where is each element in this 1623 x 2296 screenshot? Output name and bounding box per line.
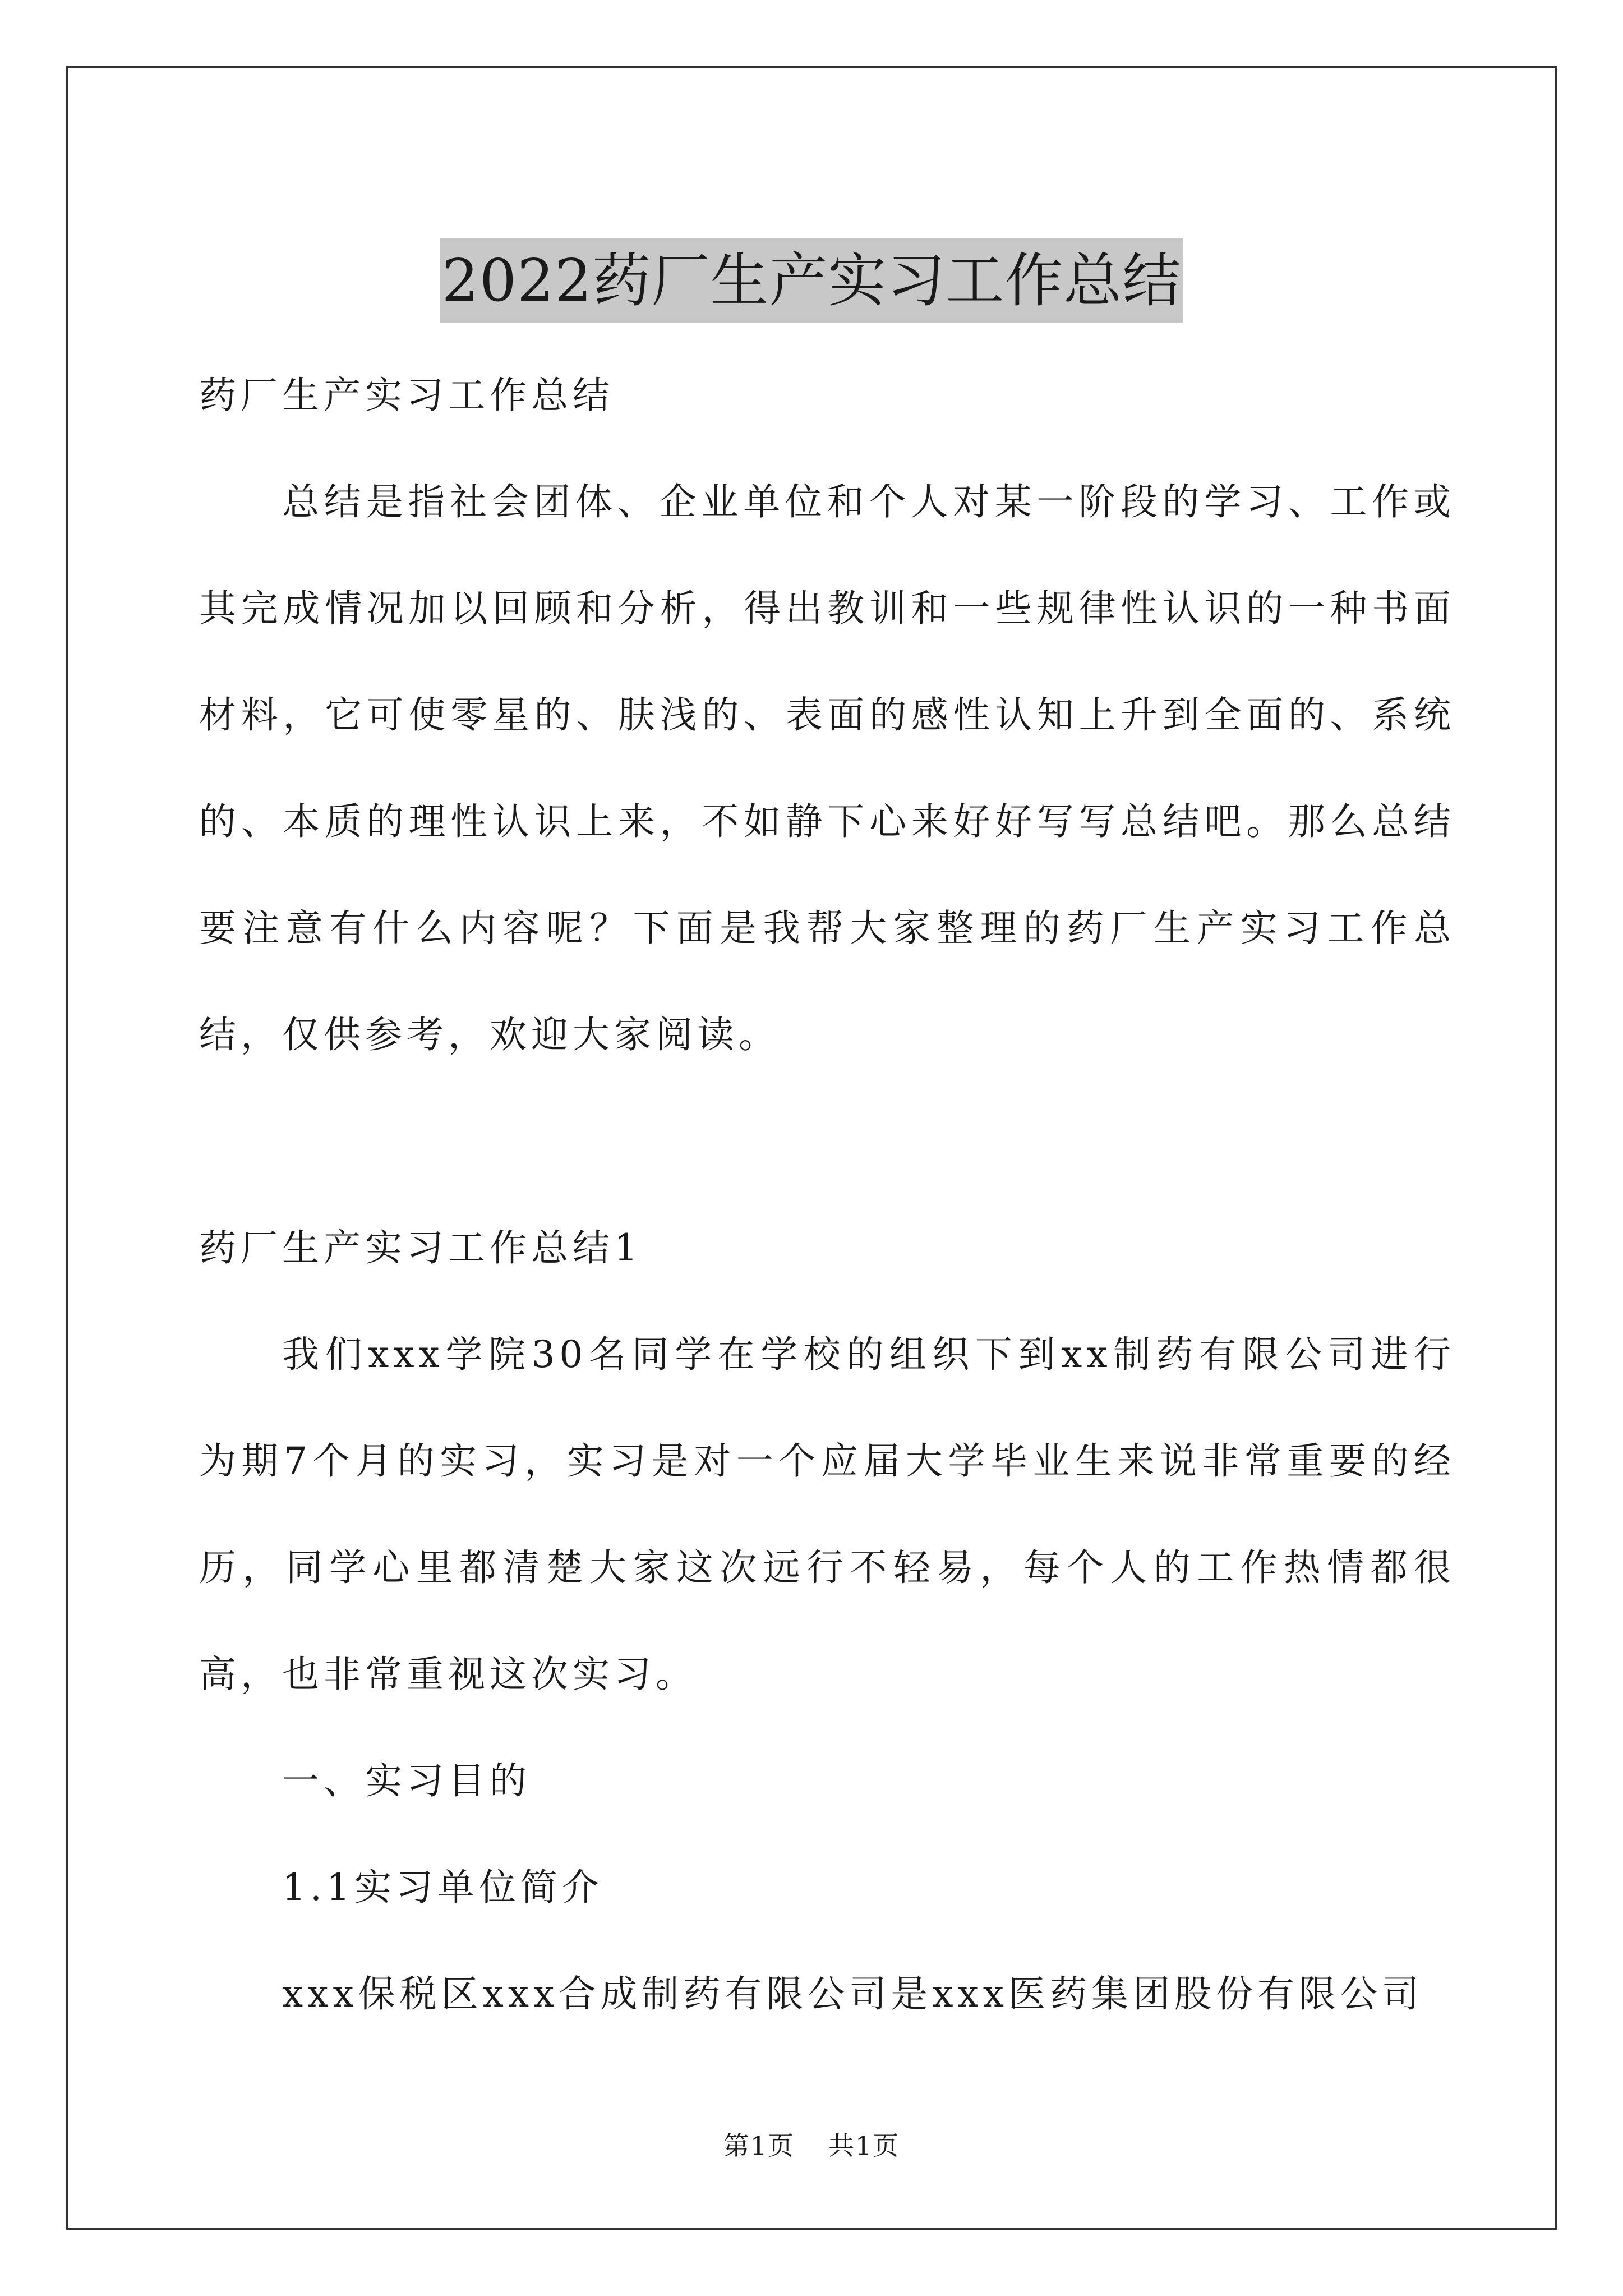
subtitle: 药厂生产实习工作总结 [199, 374, 614, 417]
heading-level-2: 1.1实习单位简介 [282, 1866, 603, 1909]
page-footer [0, 2129, 1623, 2162]
body-paragraph: 我们xxx学院30名同学在学校的组织下到xx制药有限公司进行为期7个月的实习，实习是对一个应届大学毕业生来说非常重要的经历，同学心里都清楚大家这次远行不轻易，每个人的工作热情都很高，也非常重视这次实习。 [199, 1333, 1455, 1696]
spacer [199, 1088, 1455, 1195]
page-number: 第1页 [723, 2131, 795, 2161]
page-total: 共1页 [828, 2131, 900, 2161]
section-heading: 药厂生产实习工作总结1 [199, 1226, 642, 1269]
body-paragraph: xxx保税区xxx合成制药有限公司是xxx医药集团股份有限公司 [282, 1972, 1423, 2016]
heading-level-1: 一、实习目的 [282, 1759, 531, 1802]
intro-paragraph: 总结是指社会团体、企业单位和个人对某一阶段的学习、工作或其完成情况加以回顾和分析，得出教训和一些规律性认识的一种书面材料，它可使零星的、肤浅的、表面的感性认知上升到全面的、系统的、本质的理性认识上来，不如静下心来好好写写总结吧。那么总结要注意有什么内容呢？下面是我帮大家整理的药厂生产实习工作总结，仅供参考，欢迎大家阅读。 [199, 480, 1455, 1056]
title-container [0, 199, 1623, 361]
document-body [199, 342, 1455, 2047]
document-title: 2022药厂生产实习工作总结 [440, 238, 1184, 323]
